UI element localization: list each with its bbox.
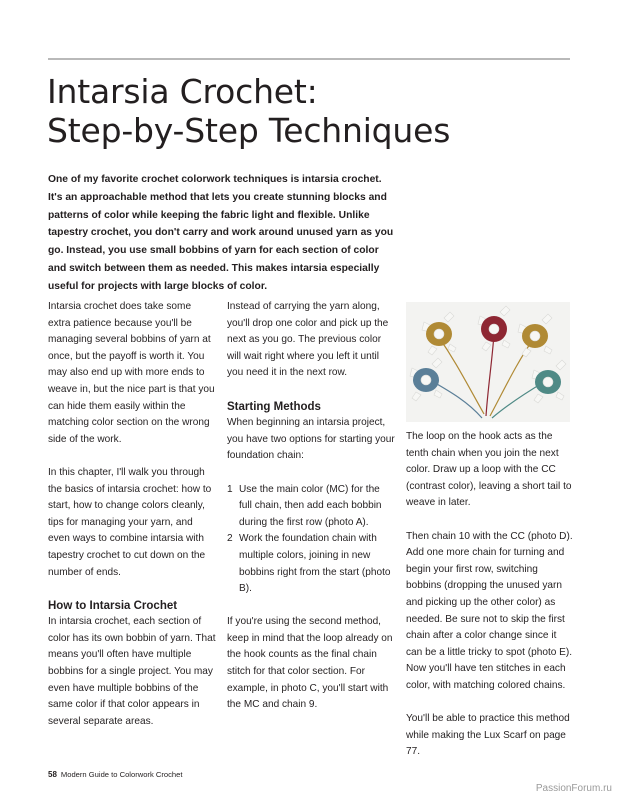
list-item-text: Use the main color (MC) for the full chain, then add each bobbin during the first row (photo A).	[239, 483, 382, 528]
paragraph: When beginning an intarsia project, you have two options for starting your foundation chain:	[227, 417, 395, 462]
page-title-line-2: Step-by-Step Techniques	[47, 111, 451, 150]
paragraph: You'll be able to practice this method while making the Lux Scarf on page 77.	[406, 713, 570, 758]
list-number: 1	[227, 483, 233, 495]
top-rule	[48, 58, 570, 60]
page-title	[47, 72, 450, 150]
list-number: 2	[227, 533, 233, 545]
intro-paragraph: One of my favorite crochet colorwork techniques is intarsia crochet. It's an approachable method that lets you create stunning blocks and patterns of color while keeping the fabric light and flexible. Unlike tapestry crochet, you don't carry and work around unused yarn as you go. Instead, you use small bobbins of yarn for each section of color and switch between them as needed. This makes intarsia especially useful for projects with large blocks of color.	[48, 174, 394, 292]
list-item	[227, 482, 395, 532]
page-title-line-1: Intarsia Crochet:	[47, 72, 318, 111]
paragraph: In intarsia crochet, each section of color has its own bobbin of yarn. That means you'll often have multiple bobbins for a single project. You may even have multiple bobbins of the same color if that color appears in several separate areas.	[48, 616, 216, 727]
page-number: 58	[48, 770, 57, 779]
section-heading-starting-methods: Starting Methods	[227, 400, 321, 413]
paragraph: The loop on the hook acts as the tenth chain when you join the next color. Draw up a loop with the CC (contrast color), leaving a short tail to weave in later.	[406, 431, 572, 509]
numbered-list	[227, 482, 395, 598]
book-title: Modern Guide to Colorwork Crochet	[60, 770, 183, 779]
text-column-1	[48, 299, 216, 730]
paragraph: Then chain 10 with the CC (photo D). Add one more chain for turning and begin your first row, switching bobbins (dropping the unused yarn and picking up the other color) as needed. Be sure not to skip the first chain after a color change since it can be a little tricky to spot (photo E). Now you'll have ten stitches in each color, with matching colored chains.	[406, 530, 573, 691]
section-heading-how-to: How to Intarsia Crochet	[48, 599, 178, 612]
list-item	[227, 531, 395, 597]
site-watermark: PassionForum.ru	[535, 783, 612, 794]
paragraph: In this chapter, I'll walk you through the basics of intarsia crochet: how to start, how to change colors cleanly, tips for managing your yarn, and even ways to combine intarsia with tapestry crochet to cut down on the number of ends.	[48, 466, 212, 578]
paragraph: Instead of carrying the yarn along, you'll drop one color and pick up the next as you go. The previous color will wait right where you left it until you need it in the next row.	[227, 301, 389, 379]
yarn-bobbins-illustration	[406, 302, 570, 422]
text-column-2	[227, 299, 395, 714]
paragraph: If you're using the second method, keep in mind that the loop already on the hook counts as the final chain stitch for that color section. For example, in photo C, you'll start with the MC and chain 9.	[227, 616, 393, 711]
paragraph: Intarsia crochet does take some extra patience because you'll be managing several bobbins of yarn at once, but the payoff is worth it. You may also end up with more ends to weave in, but the nice part is that you can hide them easily within the matching color section on the wrong side of the work.	[48, 301, 215, 445]
text-column-3	[406, 429, 574, 761]
list-item-text: Work the foundation chain with multiple colors, joining in new bobbins right from the start (photo B).	[239, 533, 391, 595]
yarn-bobbins-photo	[406, 302, 570, 422]
page-footer	[48, 770, 182, 780]
